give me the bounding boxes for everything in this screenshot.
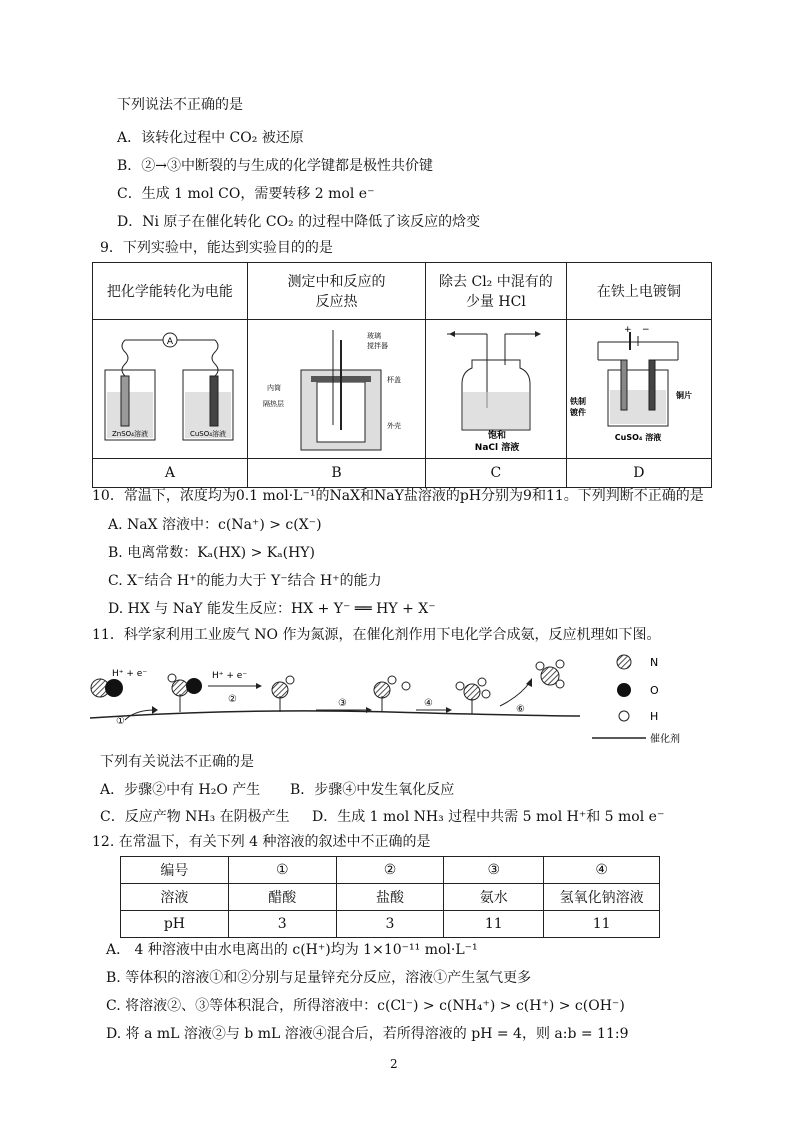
svg-text:内筒: 内筒 — [266, 384, 281, 392]
svg-text:+: + — [623, 325, 632, 335]
q12-option-d: D. 将 a mL 溶液②与 b mL 溶液④混合后，若所得溶液的 pH = 4，则 a:b = 11:9 — [106, 1026, 629, 1042]
svg-text:④: ④ — [424, 698, 433, 709]
q9-figure-d — [566, 320, 711, 459]
q9-header-b: 测定中和反应的 反应热 — [247, 263, 425, 320]
table-cell: 溶液 — [121, 884, 229, 911]
q10-option-a: A. NaX 溶液中：c(Na⁺) > c(X⁻) — [108, 517, 322, 533]
calorimeter-diagram — [249, 320, 424, 454]
svg-text:饱和: 饱和 — [487, 431, 506, 441]
table-cell: 3 — [228, 911, 336, 938]
q9-header-d: 在铁上电镀铜 — [566, 263, 711, 320]
table-cell: ② — [336, 857, 444, 884]
legend — [592, 655, 680, 745]
table-cell: 盐酸 — [336, 884, 444, 911]
table-cell: 11 — [544, 911, 660, 938]
table-cell: ④ — [544, 857, 660, 884]
svg-text:A: A — [166, 337, 174, 347]
q10-stem: 10．常温下，浓度均为0.1 mol·L⁻¹的NaX和NaY盐溶液的pH分别为9和11。下列判断不正确的是 — [92, 488, 704, 504]
svg-text:CuSO₄ 溶液: CuSO₄ 溶液 — [614, 433, 662, 442]
svg-text:−: − — [641, 325, 650, 335]
svg-text:铁制: 铁制 — [569, 397, 586, 406]
svg-text:外壳: 外壳 — [386, 422, 401, 430]
q11-option-a: A．步骤②中有 H₂O 产生 — [100, 782, 261, 798]
q10-option-c: C. X⁻结合 H⁺的能力大于 Y⁻结合 H⁺的能力 — [108, 573, 382, 589]
q9-label-c: C — [426, 459, 567, 488]
q11-sub-stem: 下列有关说法不正确的是 — [100, 754, 254, 770]
svg-text:H: H — [650, 710, 659, 723]
q9-figure-c — [426, 320, 567, 459]
electroplating-diagram — [568, 320, 710, 454]
svg-text:CuSO₄溶液: CuSO₄溶液 — [189, 430, 226, 438]
table-cell: 3 — [336, 911, 444, 938]
svg-text:隔热层: 隔热层 — [262, 400, 284, 408]
q11-option-b: B．步骤④中发生氧化反应 — [290, 782, 455, 798]
gas-washing-bottle-diagram — [427, 320, 565, 454]
q11-option-c: C．反应产物 NH₃ 在阴极产生 — [100, 809, 290, 825]
svg-text:①: ① — [116, 716, 125, 727]
table-cell: 醋酸 — [228, 884, 336, 911]
table-cell: 11 — [444, 911, 544, 938]
q12-option-a: A． 4 种溶液中由水电离出的 c(H⁺)均为 1×10⁻¹¹ mol·L⁻¹ — [106, 942, 478, 958]
table-cell: 编号 — [121, 857, 229, 884]
table-cell: 氨水 — [444, 884, 544, 911]
q9-table — [92, 262, 712, 488]
q8-option-c: C．生成 1 mol CO，需要转移 2 mol e⁻ — [117, 186, 375, 202]
svg-text:催化剂: 催化剂 — [650, 734, 680, 745]
svg-text:镀件: 镀件 — [569, 408, 586, 417]
q9-figure-a — [93, 320, 248, 459]
q10-option-b: B. 电离常数：Kₐ(HX) > Kₐ(HY) — [108, 545, 316, 561]
nh3-molecule — [536, 660, 564, 688]
q9-figure-b — [247, 320, 425, 459]
q10-option-d: D. HX 与 NaY 能发生反应：HX + Y⁻ ══ HY + X⁻ — [108, 601, 436, 617]
q8-option-d: D．Ni 原子在催化转化 CO₂ 的过程中降低了该反应的焓变 — [117, 214, 481, 230]
q9-header-a: 把化学能转化为电能 — [93, 263, 248, 320]
q12-option-c: C. 将溶液②、③等体积混合，所得溶液中：c(Cl⁻) > c(NH₄⁺) > c(H⁺) > c(OH⁻) — [106, 998, 625, 1014]
q8-option-a: A．该转化过程中 CO₂ 被还原 — [117, 130, 304, 146]
svg-text:H⁺ + e⁻: H⁺ + e⁻ — [112, 669, 148, 679]
table-cell: pH — [121, 911, 229, 938]
q11-mechanism-diagram — [90, 650, 700, 750]
svg-text:O: O — [650, 684, 659, 697]
legend-h-icon — [619, 711, 629, 721]
svg-text:③: ③ — [338, 698, 347, 709]
q8-stem: 下列说法不正确的是 — [117, 97, 243, 113]
svg-text:杯盖: 杯盖 — [386, 376, 401, 384]
q9-label-b: B — [247, 459, 425, 488]
svg-text:H⁺ + e⁻: H⁺ + e⁻ — [212, 671, 248, 681]
q11-option-d: D．生成 1 mol NH₃ 过程中共需 5 mol H⁺和 5 mol e⁻ — [312, 809, 665, 825]
table-cell: ③ — [444, 857, 544, 884]
svg-text:玻璃: 玻璃 — [366, 332, 381, 340]
q12-stem: 12. 在常温下，有关下列 4 种溶液的叙述中不正确的是 — [92, 834, 431, 850]
table-cell: 氢氧化钠溶液 — [544, 884, 660, 911]
q11-stem: 11．科学家利用工业废气 NO 作为氮源，在催化剂作用下电化学合成氨，反应机理如下图。 — [92, 627, 661, 643]
no-molecule — [91, 679, 123, 697]
svg-text:⑥: ⑥ — [516, 704, 525, 715]
q9-label-a: A — [93, 459, 248, 488]
table-cell: ① — [228, 857, 336, 884]
galvanic-cell-diagram — [95, 320, 245, 454]
q12-table — [120, 856, 660, 938]
svg-text:ZnSO₄溶液: ZnSO₄溶液 — [111, 430, 148, 438]
q9-header-c: 除去 Cl₂ 中混有的 少量 HCl — [426, 263, 567, 320]
legend-n-icon — [617, 655, 631, 669]
q8-option-b: B．②→③中断裂的与生成的化学键都是极性共价键 — [117, 158, 434, 174]
q9-label-d: D — [566, 459, 711, 488]
q9-stem: 9．下列实验中，能达到实验目的的是 — [100, 240, 333, 256]
page-number: 2 — [390, 1057, 398, 1071]
svg-text:N: N — [650, 656, 659, 669]
legend-o-icon — [617, 683, 631, 697]
svg-text:铜片: 铜片 — [675, 391, 692, 400]
svg-text:搅拌器: 搅拌器 — [366, 342, 388, 350]
svg-text:NaCl 溶液: NaCl 溶液 — [474, 443, 520, 453]
q12-option-b: B. 等体积的溶液①和②分别与足量锌充分反应，溶液①产生氢气更多 — [106, 970, 532, 986]
svg-text:②: ② — [228, 694, 237, 705]
